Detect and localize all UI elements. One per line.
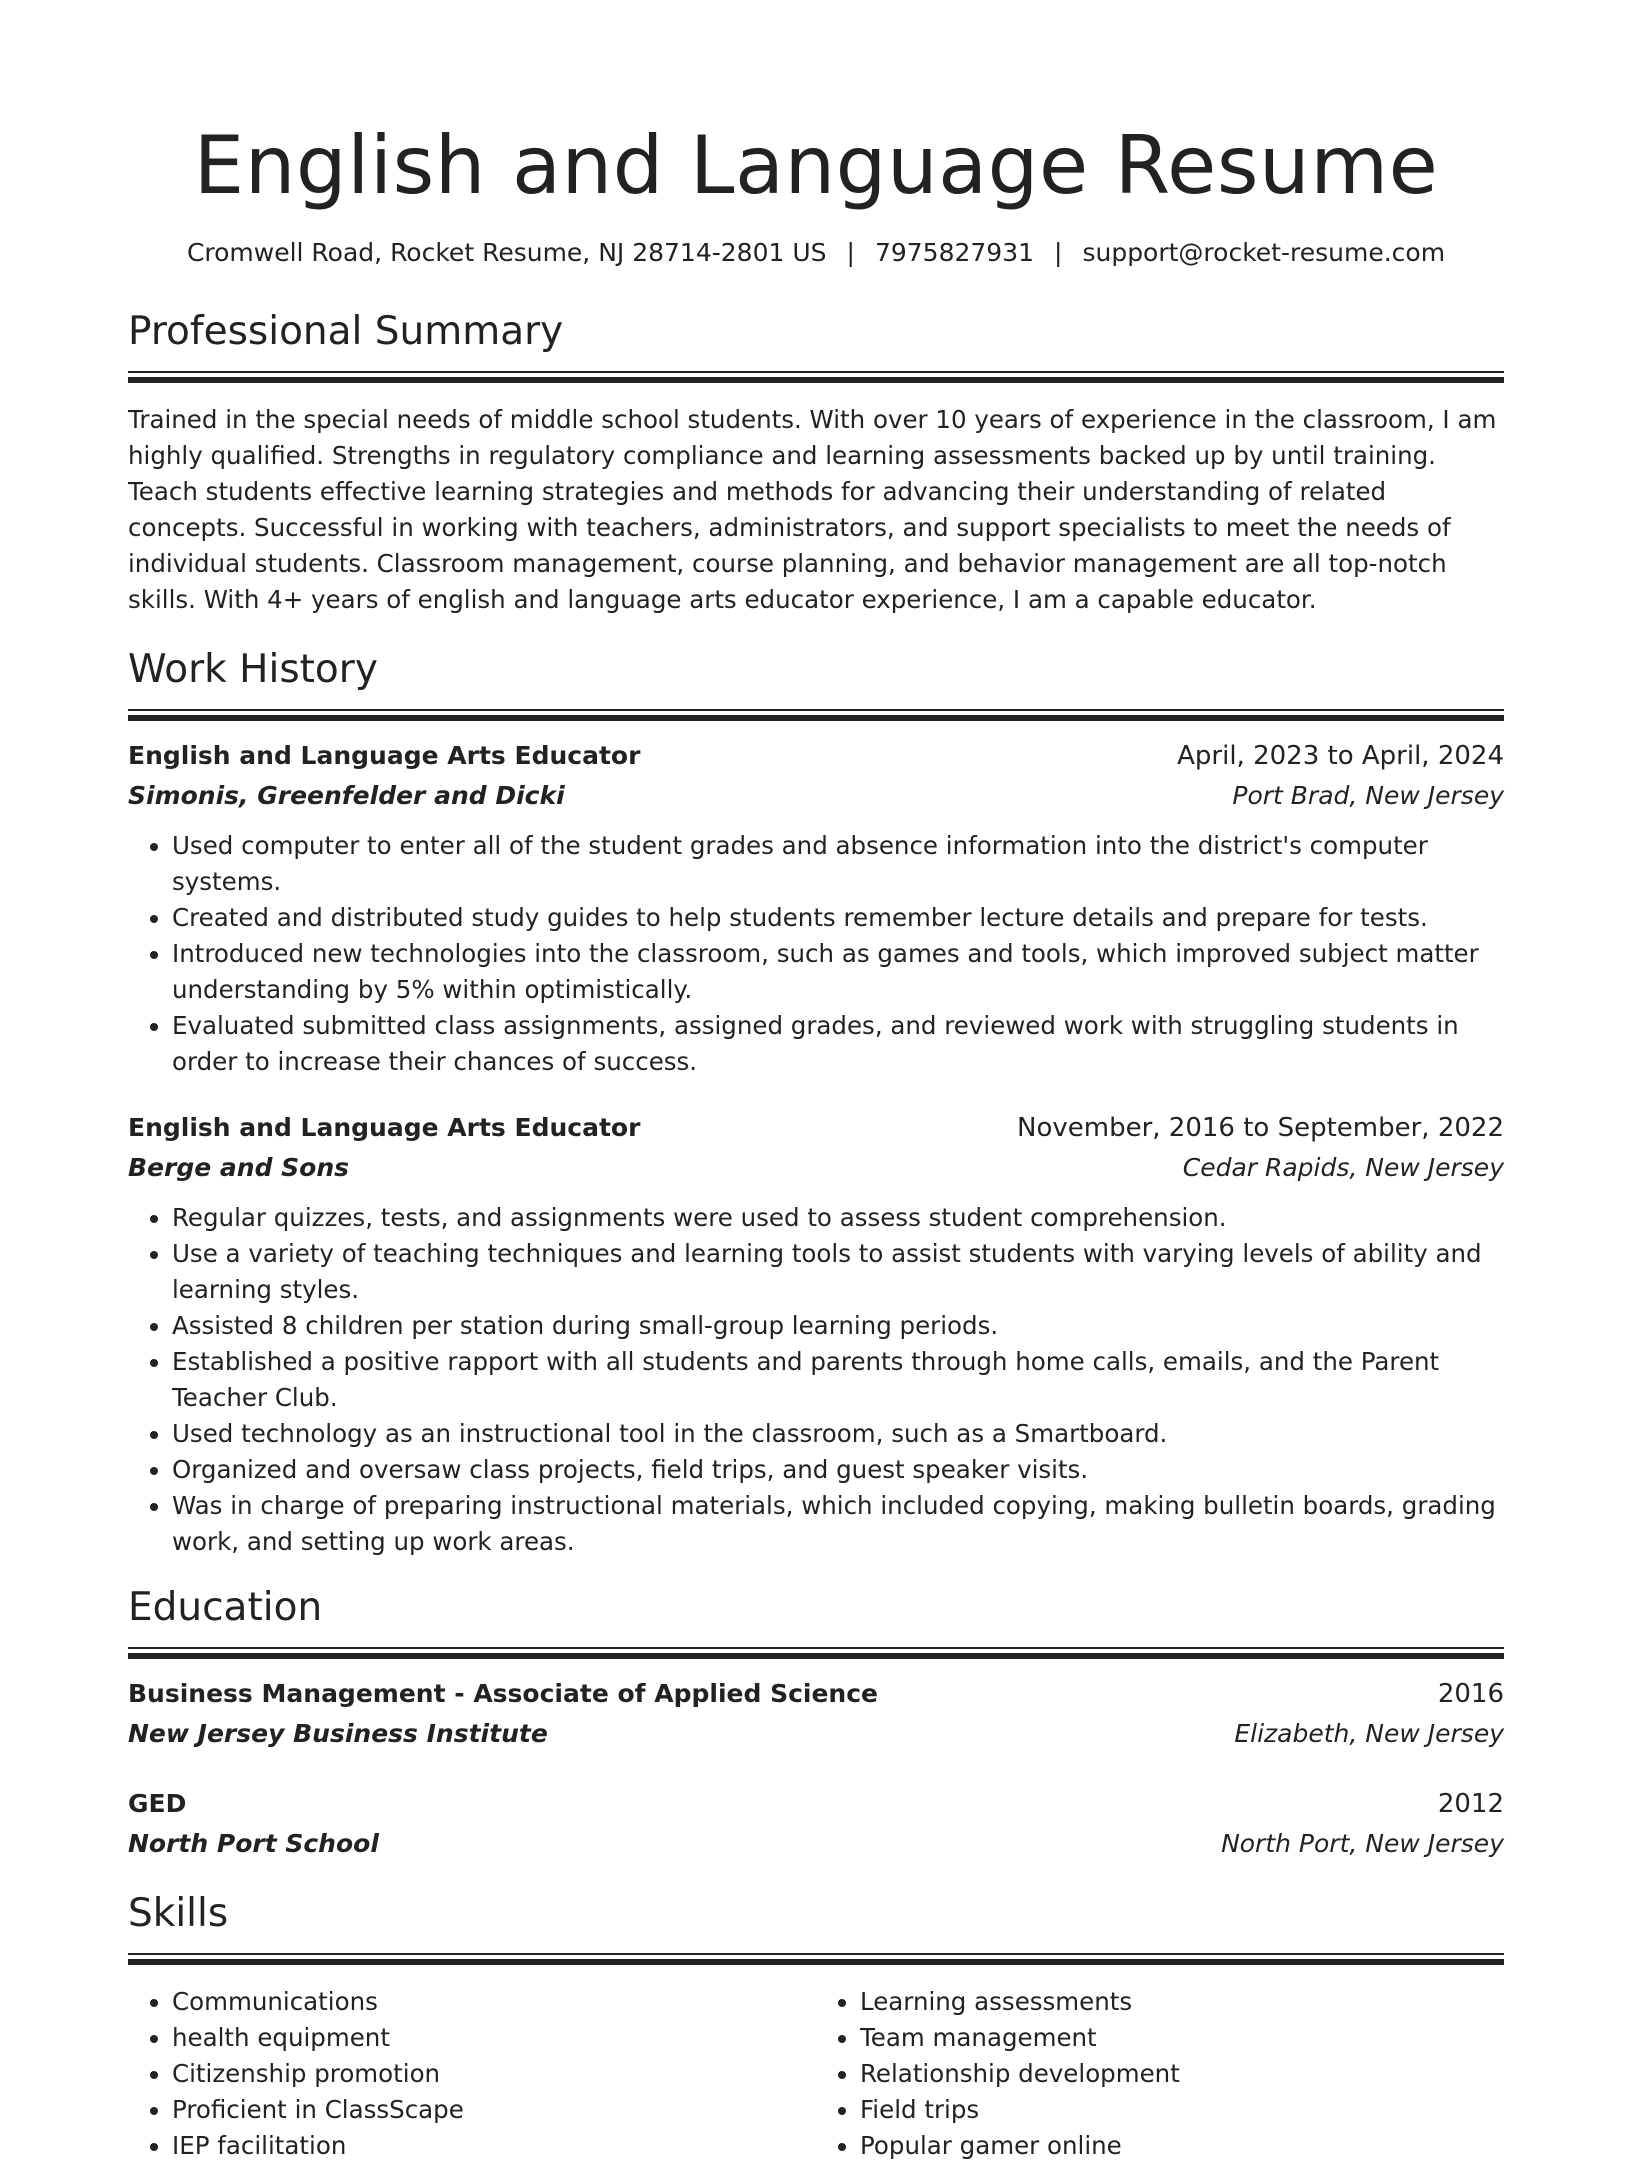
skill-item: • Proficient in ClassScape [172,2092,816,2128]
resume-title: English and Language Resume [193,119,1439,212]
summary-section [128,309,1504,618]
section-heading-summary: Professional Summary [128,309,564,354]
job-bullet: • Established a positive rapport with all students and parents through home calls, emails, and the Parent Teacher Club. [172,1344,1504,1416]
contact-phone: 7975827931 [874,238,1035,267]
education-location: North Port, New Jersey [1221,1829,1504,1858]
job-bullet: • Evaluated submitted class assignments, assigned grades, and reviewed work with struggling students in order to increase their chances of success. [172,1008,1504,1080]
job-bullet: • Created and distributed study guides to help students remember lecture details and prepare for tests. [172,900,1504,936]
job-bullet: • Regular quizzes, tests, and assignments were used to assess student comprehension. [172,1200,1504,1236]
education-school: North Port School [128,1829,379,1858]
job-bullet: • Was in charge of preparing instructional materials, which included copying, making bulletin boards, grading work, and setting up work areas. [172,1488,1504,1560]
section-heading-skills: Skills [128,1891,229,1936]
contact-email: support@rocket-resume.com [1082,238,1446,267]
section-heading-education: Education [128,1585,323,1630]
skill-item: • Communications [172,1984,816,2020]
job-entry [128,736,1504,1080]
section-heading-work-history: Work History [128,647,378,692]
job-company: Berge and Sons [128,1153,350,1182]
job-location: Cedar Rapids, New Jersey [1182,1153,1504,1182]
contact-line [128,238,1504,268]
job-bullet: • Used technology as an instructional tool in the classroom, such as a Smartboard. [172,1416,1504,1452]
job-company: Simonis, Greenfelder and Dicki [128,781,565,810]
section-divider [128,1647,1504,1660]
job-bullet: • Used computer to enter all of the student grades and absence information into the district's computer systems. [172,828,1504,900]
skills-column-right [816,1984,1504,2164]
skills-list [816,1984,1504,2164]
job-dates: November, 2016 to September, 2022 [1017,1113,1504,1143]
contact-separator: | [846,238,855,267]
skills-list [128,1984,816,2164]
summary-text: Trained in the special needs of middle school students. With over 10 years of experience in the classroom, I am highly qualified. Strengths in regulatory compliance and learning assessments backed up by until training. Teach students effective learning strategies and methods for advancing their understanding of related concepts. Successful in working with teachers, administrators, and support specialists to meet the needs of individual students. Classroom management, course planning, and behavior management are all top-notch skills. With 4+ years of english and language arts educator experience, I am a capable educator. [128,405,1497,614]
job-title: English and Language Arts Educator [128,1113,641,1142]
skill-item: • Team management [860,2020,1504,2056]
skills-column-left [128,1984,816,2164]
job-bullet-list [128,828,1504,1080]
job-bullet-list [128,1200,1504,1560]
job-entry [128,1108,1504,1560]
skill-item: • Citizenship promotion [172,2056,816,2092]
job-dates: April, 2023 to April, 2024 [1177,741,1504,771]
education-year: 2016 [1437,1679,1504,1709]
skills-section [128,1891,1504,2164]
skill-item: • Learning assessments [860,1984,1504,2020]
education-entry [128,1784,1504,1864]
contact-address: Cromwell Road, Rocket Resume, NJ 28714-2801 US [186,238,827,267]
section-divider [128,371,1504,384]
section-divider [128,1953,1504,1966]
job-title: English and Language Arts Educator [128,741,641,770]
job-bullet: • Organized and oversaw class projects, field trips, and guest speaker visits. [172,1452,1504,1488]
job-location: Port Brad, New Jersey [1232,781,1504,810]
skill-item: • health equipment [172,2020,816,2056]
education-entry [128,1674,1504,1754]
job-bullet: • Use a variety of teaching techniques and learning tools to assist students with varying levels of ability and learning styles. [172,1236,1504,1308]
education-degree: GED [128,1789,187,1818]
education-section [128,1585,1504,1864]
work-history-section [128,647,1504,1560]
section-divider [128,709,1504,722]
education-school: New Jersey Business Institute [128,1719,548,1748]
skill-item: • IEP facilitation [172,2128,816,2164]
education-degree: Business Management - Associate of Applied Science [128,1679,878,1708]
skill-item: • Relationship development [860,2056,1504,2092]
education-year: 2012 [1437,1789,1504,1819]
job-bullet: • Introduced new technologies into the classroom, such as games and tools, which improved subject matter understanding by 5% within optimistically. [172,936,1504,1008]
skill-item: • Field trips [860,2092,1504,2128]
job-bullet: • Assisted 8 children per station during small-group learning periods. [172,1308,1504,1344]
skill-item: • Popular gamer online [860,2128,1504,2164]
skills-grid [128,1984,1504,2164]
contact-separator: | [1054,238,1063,267]
education-location: Elizabeth, New Jersey [1234,1719,1504,1748]
